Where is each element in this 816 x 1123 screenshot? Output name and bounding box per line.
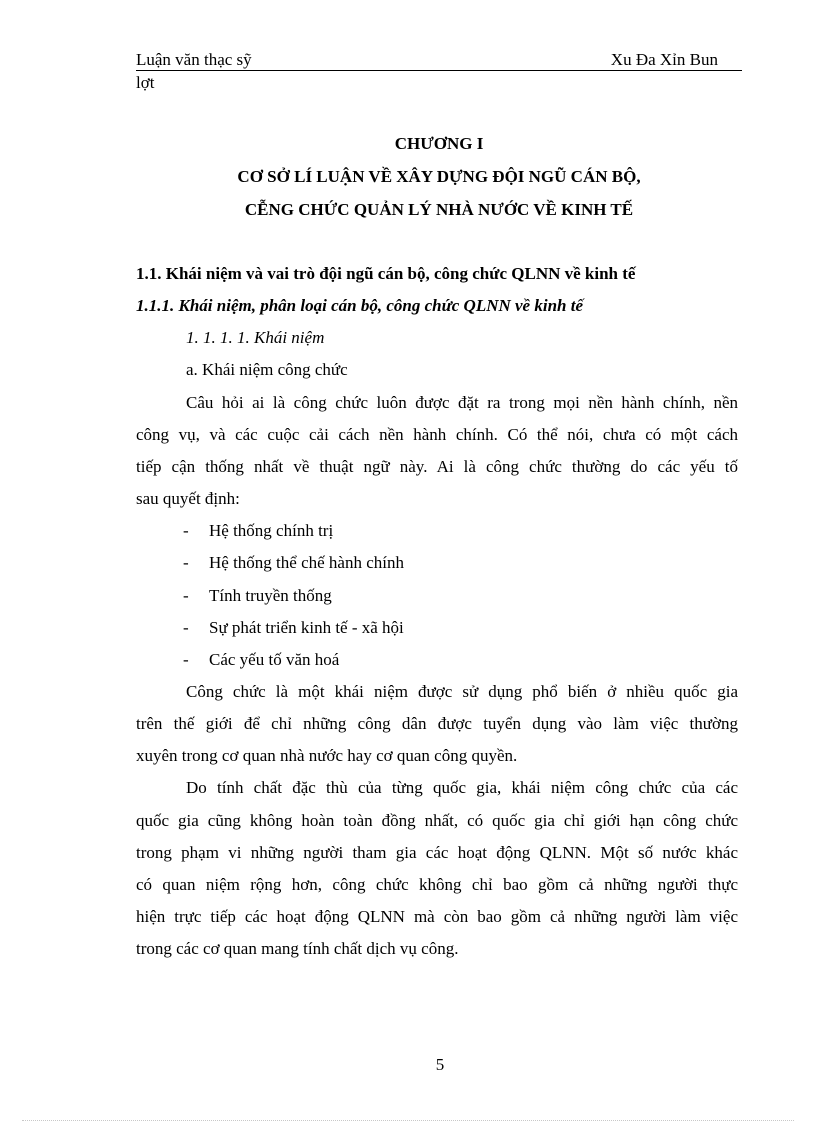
paragraph1-line1: Câu hỏi ai là công chức luôn được đặt ra trong mọi nền hành chính, nền — [186, 393, 738, 412]
header-continuation-text: lợt — [136, 73, 155, 92]
list-item-dash: - — [183, 553, 189, 572]
list-item: Hệ thống chính trị — [209, 521, 334, 540]
list-item-dash: - — [183, 586, 189, 605]
header-left-text: Luận văn thạc sỹ — [136, 50, 252, 69]
paragraph3-line3: trong phạm vi những người tham gia các hoạt động QLNN. Một số nước khác — [136, 843, 738, 862]
paragraph3-line1: Do tính chất đặc thù của từng quốc gia, khái niệm công chức của các — [186, 778, 738, 797]
paragraph3-line2: quốc gia cũng không hoàn toàn đồng nhất, có quốc gia chỉ giới hạn công chức — [136, 811, 738, 830]
paragraph2-line2: trên thế giới để chỉ những công dân được tuyển dụng vào làm việc thường — [136, 714, 738, 733]
section-heading-1-1-1-1: 1. 1. 1. 1. Khái niệm — [186, 328, 325, 347]
page-header — [136, 50, 742, 71]
list-item-dash: - — [183, 618, 189, 637]
page-number: 5 — [435, 1055, 445, 1074]
paragraph3-line5: hiện trực tiếp các hoạt động QLNN mà còn bao gồm cả những người làm việc — [136, 907, 738, 926]
chapter-title-line1: CƠ SỞ LÍ LUẬN VỀ XÂY DỰNG ĐỘI NGŨ CÁN BỘ, — [237, 167, 641, 186]
section-heading-1-1-1: 1.1.1. Khái niệm, phân loại cán bộ, công chức QLNN về kinh tế — [136, 296, 584, 315]
paragraph1-line3: tiếp cận thống nhất về thuật ngữ này. Ai là công chức thường do các yếu tố — [136, 457, 738, 476]
list-item-dash: - — [183, 521, 189, 540]
paragraph1-line4: sau quyết định: — [136, 489, 240, 508]
paragraph3-line4: có quan niệm rộng hơn, công chức không chỉ bao gồm cả những người thực — [136, 875, 738, 894]
list-item: Tính truyền thống — [209, 586, 332, 605]
paragraph2-line1: Công chức là một khái niệm được sử dụng phổ biến ở nhiều quốc gia — [186, 682, 738, 701]
paragraph2-line3: xuyên trong cơ quan nhà nước hay cơ quan công quyền. — [136, 746, 518, 765]
page-bottom-border — [22, 1120, 794, 1121]
list-item-dash: - — [183, 650, 189, 669]
list-item: Các yếu tố văn hoá — [209, 650, 340, 669]
chapter-number: CHƯƠNG I — [394, 134, 484, 153]
chapter-title-line2: CỄNG CHỨC QUẢN LÝ NHÀ NƯỚC VỀ KINH TẾ — [244, 200, 634, 219]
list-item: Hệ thống thể chế hành chính — [209, 553, 404, 572]
list-item: Sự phát triển kinh tế - xã hội — [209, 618, 404, 637]
paragraph1-line2: công vụ, và các cuộc cải cách nền hành chính. Có thể nói, chưa có một cách — [136, 425, 738, 444]
header-right-text: Xu Đa Xỉn Bun — [610, 50, 718, 69]
subsection-heading-a: a. Khái niệm công chức — [186, 360, 348, 379]
paragraph3-line6: trong các cơ quan mang tính chất dịch vụ công. — [136, 939, 459, 958]
section-heading-1-1: 1.1. Khái niệm và vai trò đội ngũ cán bộ, công chức QLNN về kinh tế — [136, 264, 636, 283]
